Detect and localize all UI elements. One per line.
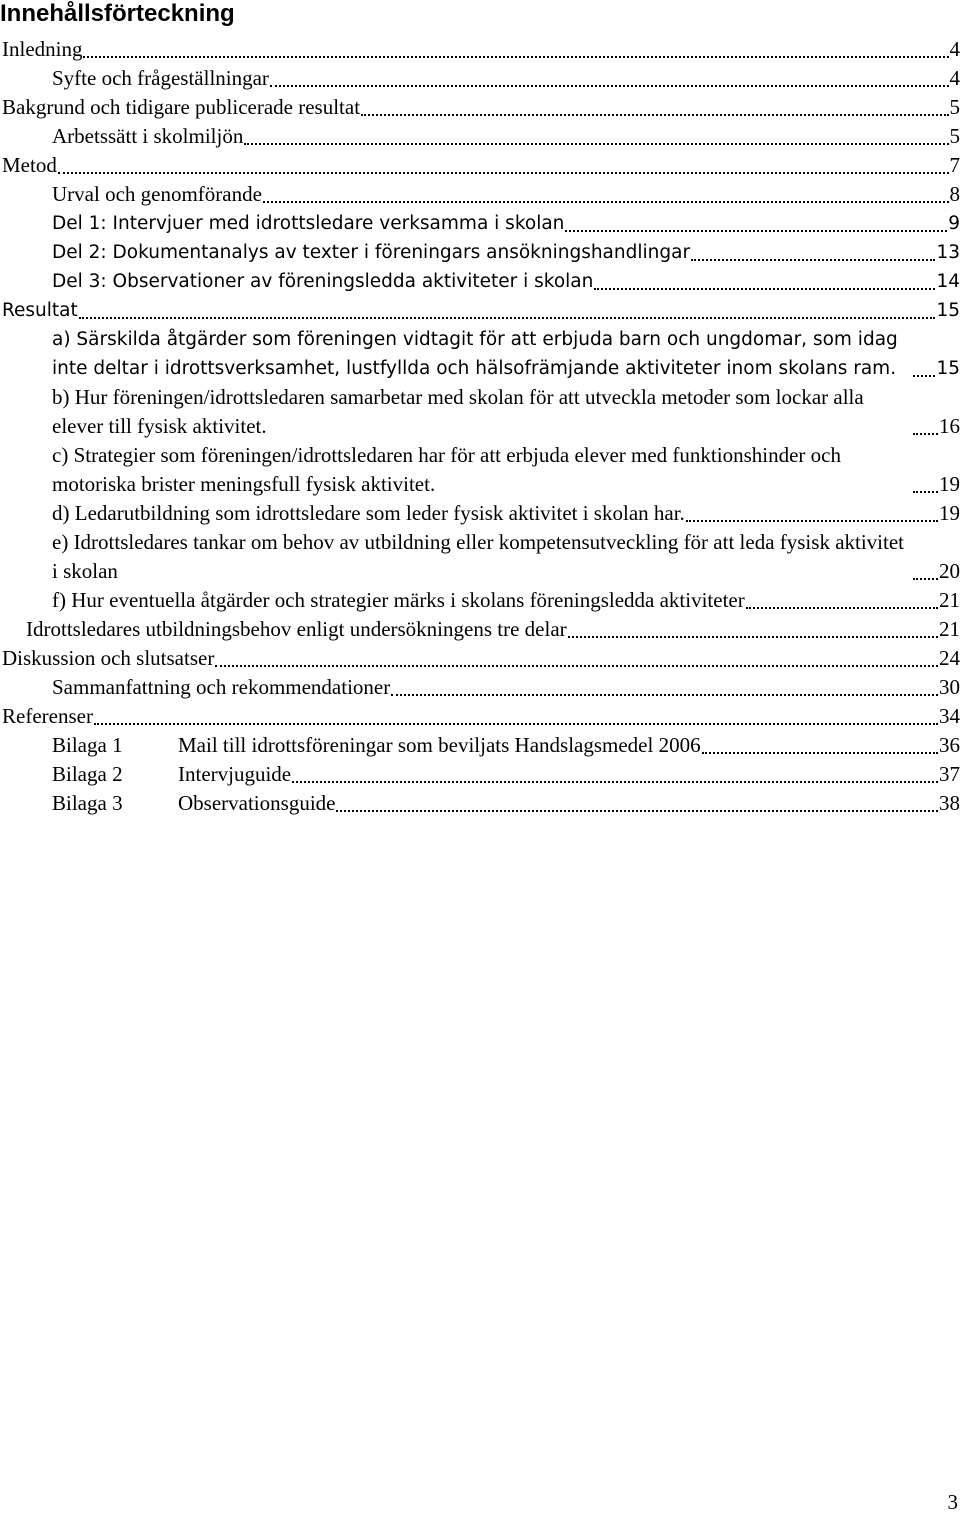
toc-entry-bilaga-1[interactable]: [0, 731, 960, 760]
toc-entry-text: [52, 760, 291, 789]
toc-entry-text: Diskussion och slutsatser: [2, 646, 215, 670]
toc-page-number: 4: [949, 66, 960, 90]
appendix-title: Observationsguide: [178, 791, 336, 815]
toc-entry-text: Inledning: [2, 37, 83, 61]
toc-page-number: 15: [936, 300, 960, 321]
dot-leader: [702, 752, 938, 754]
toc-entry-text: Bakgrund och tidigare publicerade resultat: [2, 95, 361, 119]
dot-leader: [746, 607, 938, 609]
toc-entry-resultat-f[interactable]: [0, 586, 960, 615]
toc-page-number: 7: [949, 153, 960, 177]
toc-entry-del-1[interactable]: [0, 209, 960, 238]
toc-entry-text: Syfte och frågeställningar: [52, 66, 269, 90]
toc-entry-bilaga-2[interactable]: [0, 760, 960, 789]
toc-entry-resultat-c[interactable]: [0, 441, 960, 499]
dot-leader: [336, 810, 938, 812]
toc-page-number: 8: [949, 182, 960, 206]
page-number: 3: [947, 1490, 958, 1514]
appendix-title: Intervjuguide: [178, 762, 292, 786]
toc-entry-text: a) Särskilda åtgärder som föreningen vidtagit för att erbjuda barn och ungdomar, som idag inte deltar i idrottsverksamhet, lustfyllda och hälsofrämjande aktiviteter inom skolans ram.: [52, 329, 898, 379]
toc-page-number: 14: [936, 271, 960, 292]
dot-leader: [913, 433, 938, 435]
toc-entry-text: [52, 731, 701, 760]
toc-page-number: 19: [939, 501, 960, 525]
dot-leader: [79, 317, 936, 319]
table-of-contents: [0, 35, 960, 818]
toc-entry-text: Del 3: Observationer av föreningsledda aktiviteter i skolan: [52, 271, 594, 292]
toc-entry-diskussion[interactable]: [0, 644, 960, 673]
toc-entry-text: Resultat: [2, 300, 78, 321]
toc-entry-resultat-b[interactable]: [0, 383, 960, 441]
toc-page-number: 13: [936, 242, 960, 263]
dot-leader: [215, 665, 938, 667]
toc-entry-text: Idrottsledares utbildningsbehov enligt undersökningens tre delar: [26, 617, 567, 641]
toc-page-number: 36: [939, 733, 960, 757]
dot-leader: [913, 578, 938, 580]
dot-leader: [913, 375, 935, 377]
toc-heading: Innehållsförteckning: [0, 0, 235, 27]
toc-page-number: 19: [939, 472, 960, 496]
appendix-label: Bilaga 2: [52, 762, 123, 786]
appendix-label: Bilaga 1: [52, 733, 123, 757]
dot-leader: [94, 723, 938, 725]
toc-page-number: 38: [939, 791, 960, 815]
toc-page-number: 20: [939, 559, 960, 583]
dot-leader: [83, 56, 948, 58]
dot-leader: [361, 114, 948, 116]
toc-page-number: 9: [948, 213, 960, 234]
toc-entry-resultat[interactable]: [0, 296, 960, 325]
toc-entry-sammanfattning[interactable]: [0, 673, 960, 702]
toc-entry-del-3[interactable]: [0, 267, 960, 296]
toc-entry-text: Urval och genomförande: [52, 182, 262, 206]
dot-leader: [391, 694, 938, 696]
appendix-label: Bilaga 3: [52, 791, 123, 815]
toc-page-number: 37: [939, 762, 960, 786]
toc-entry-resultat-e[interactable]: [0, 528, 960, 586]
toc-entry-text: Metod: [2, 153, 57, 177]
toc-entry-bilaga-3[interactable]: [0, 789, 960, 818]
toc-entry-bakgrund[interactable]: [0, 93, 960, 122]
toc-page-number: 15: [936, 358, 960, 379]
dot-leader: [686, 520, 938, 522]
toc-entry-inledning[interactable]: [0, 35, 960, 64]
toc-entry-text: e) Idrottsledares tankar om behov av utbildning eller kompetensutveckling för att leda fysisk aktivitet i skolan: [52, 530, 905, 583]
toc-entry-text: [52, 789, 335, 818]
toc-page-number: 5: [949, 124, 960, 148]
toc-entry-text: Del 1: Intervjuer med idrottsledare verksamma i skolan: [52, 213, 565, 234]
toc-entry-text: d) Ledarutbildning som idrottsledare som leder fysisk aktivitet i skolan har.: [52, 501, 685, 525]
toc-entry-text: b) Hur föreningen/idrottsledaren samarbetar med skolan för att utveckla metoder som lockar alla elever till fysisk aktivitet.: [52, 385, 864, 438]
toc-page-number: 24: [939, 646, 960, 670]
toc-entry-text: f) Hur eventuella åtgärder och strategier märks i skolans föreningsledda aktiviteter: [52, 588, 745, 612]
toc-entry-urval[interactable]: [0, 180, 960, 209]
toc-entry-text: Sammanfattning och rekommendationer: [52, 675, 391, 699]
toc-page-number: 30: [939, 675, 960, 699]
toc-entry-text: Del 2: Dokumentanalys av texter i föreningars ansökningshandlingar: [52, 242, 691, 263]
dot-leader: [691, 259, 935, 261]
dot-leader: [244, 143, 948, 145]
toc-page-number: 5: [949, 95, 960, 119]
dot-leader: [594, 288, 935, 290]
toc-entry-arbetssatt[interactable]: [0, 122, 960, 151]
dot-leader: [292, 781, 938, 783]
toc-page-number: 21: [939, 617, 960, 641]
toc-entry-text: Referenser: [2, 704, 93, 728]
toc-entry-resultat-a[interactable]: [0, 325, 960, 383]
dot-leader: [568, 636, 938, 638]
dot-leader: [263, 201, 949, 203]
dot-leader: [913, 491, 938, 493]
toc-entry-del-2[interactable]: [0, 238, 960, 267]
dot-leader: [58, 172, 949, 174]
toc-entry-resultat-d[interactable]: [0, 499, 960, 528]
toc-entry-text: c) Strategier som föreningen/idrottsledaren har för att erbjuda elever med funktionshinder och motoriska brister meningsfull fysisk aktivitet.: [52, 443, 841, 496]
toc-entry-referenser[interactable]: [0, 702, 960, 731]
toc-entry-syfte[interactable]: [0, 64, 960, 93]
toc-page-number: 21: [939, 588, 960, 612]
toc-entry-metod[interactable]: [0, 151, 960, 180]
toc-entry-text: Arbetssätt i skolmiljön: [52, 124, 244, 148]
toc-entry-utbildningsbehov[interactable]: [0, 615, 960, 644]
dot-leader: [565, 230, 947, 232]
dot-leader: [270, 85, 949, 87]
appendix-title: Mail till idrottsföreningar som beviljats Handslagsmedel 2006: [178, 733, 701, 757]
toc-page-number: 34: [939, 704, 960, 728]
toc-page-number: 4: [949, 37, 960, 61]
toc-page-number: 16: [939, 414, 960, 438]
